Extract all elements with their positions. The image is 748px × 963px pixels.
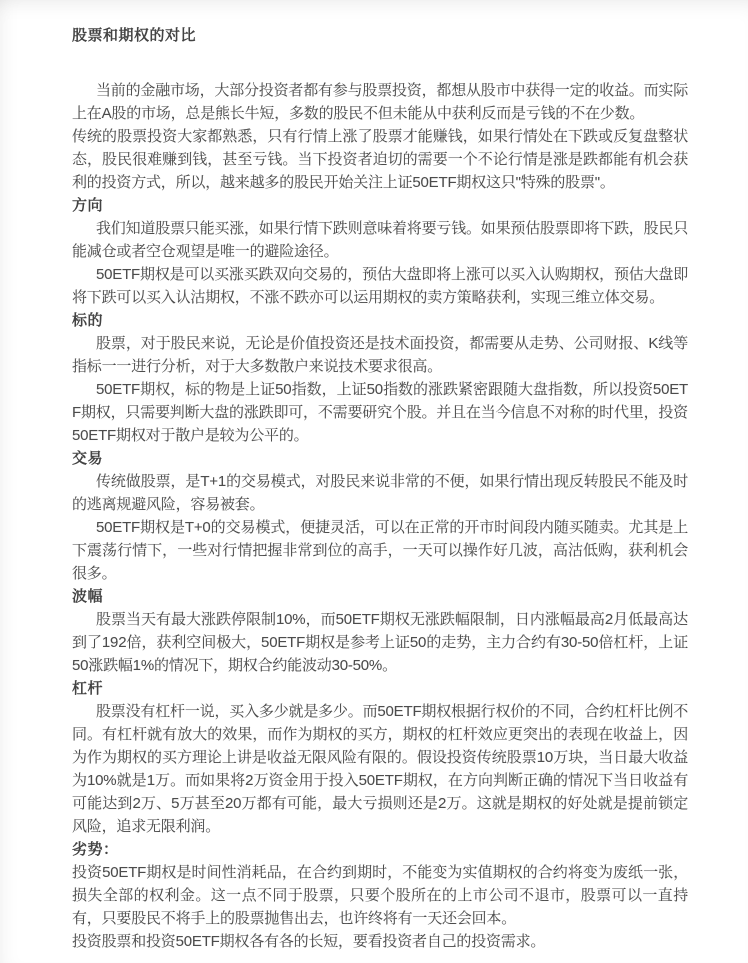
section-heading-direction: 方向 xyxy=(72,197,104,214)
paragraph: 股票当天有最大涨跌停限制10%，而50ETF期权无涨跌幅限制，日内涨幅最高2月低最高达到了192倍，获利空间极大，50ETF期权是参考上证50的走势，主力合约有30-50倍杠杆，上证50涨跌幅1%的情况下，期权合约能波动30-50%。 xyxy=(72,611,688,674)
paragraph: 股票，对于股民来说，无论是价值投资还是技术面投资，都需要从走势、公司财报、K线等指标一一进行分析，对于大多数散户来说技术要求很高。 xyxy=(72,335,688,375)
paragraph: 50ETF期权，标的物是上证50指数，上证50指数的涨跌紧密跟随大盘指数，所以投资50ETF期权，只需要判断大盘的涨跌即可，不需要研究个股。并且在当今信息不对称的时代里，投资50ETF期权对于散户是较为公平的。 xyxy=(72,381,688,444)
section-heading-volatility: 波幅 xyxy=(72,588,104,605)
article-title: 股票和期权的对比 xyxy=(72,27,197,44)
paragraph: 股票没有杠杆一说，买入多少就是多少。而50ETF期权根据行权价的不同，合约杠杆比例不同。有杠杆就有放大的效果，而作为期权的买方，期权的杠杆效应更突出的表现在收益上，因为作为期权的买方理论上讲是收益无限风险有限的。假设投资传统股票10万块，当日最大收益为10%就是1万。而如果将2万资金用于投入50ETF期权，在方向判断正确的情况下当日收益有可能达到2万、5万甚至20万都有可能，最大亏损则还是2万。这就是期权的好处就是提前锁定风险，追求无限利润。 xyxy=(72,703,688,835)
section-heading-leverage: 杠杆 xyxy=(72,680,104,697)
section-heading-drawbacks: 劣势： xyxy=(72,841,119,858)
paragraph: 投资50ETF期权是时间性消耗品，在合约到期时，不能变为实值期权的合约将变为废纸一张，损失全部的权利金。这一点不同于股票，只要个股所在的上市公司不退市，股票可以一直持有，只要股民不将手上的股票抛售出去，也许终将有一天还会回本。 xyxy=(72,864,688,927)
section-underlying xyxy=(72,309,688,447)
paragraph: 投资股票和投资50ETF期权各有各的长短，要看投资者自己的投资需求。 xyxy=(72,933,546,950)
section-volatility xyxy=(72,585,688,677)
paragraph: 50ETF期权是可以买涨买跌双向交易的，预估大盘即将上涨可以买入认购期权，预估大盘即将下跌可以买入认沽期权，不涨不跌亦可以运用期权的卖方策略获利，实现三维立体交易。 xyxy=(72,266,688,306)
paragraph: 我们知道股票只能买涨，如果行情下跌则意味着将要亏钱。如果预估股票即将下跌，股民只能减仓或者空仓观望是唯一的避险途径。 xyxy=(72,220,689,260)
paragraph: 传统的股票投资大家都熟悉，只有行情上涨了股票才能赚钱，如果行情处在下跌或反复盘整状态，股民很难赚到钱，甚至亏钱。当下投资者迫切的需要一个不论行情是涨是跌都能有机会获利的投资方式，所以，越来越多的股民开始关注上证50ETF期权这只"特殊的股票"。 xyxy=(72,128,688,191)
section-direction xyxy=(72,194,688,309)
section-heading-trading: 交易 xyxy=(72,450,104,467)
section-intro xyxy=(72,79,688,194)
paragraph: 50ETF期权是T+0的交易模式，便捷灵活，可以在正常的开市时间段内随买随卖。尤其是上下震荡行情下，一些对行情把握非常到位的高手，一天可以操作好几波，高沽低购，获利机会很多。 xyxy=(72,519,688,582)
paragraph: 传统做股票，是T+1的交易模式，对股民来说非常的不便，如果行情出现反转股民不能及时的逃离规避风险，容易被套。 xyxy=(72,473,688,513)
paragraph: 当前的金融市场，大部分投资者都有参与股票投资，都想从股市中获得一定的收益。而实际上在A股的市场，总是熊长牛短，多数的股民不但未能从中获利反而是亏钱的不在少数。 xyxy=(72,82,689,122)
section-leverage xyxy=(72,677,688,838)
section-trading xyxy=(72,447,688,585)
section-heading-underlying: 标的 xyxy=(72,312,104,329)
section-drawbacks xyxy=(72,838,688,953)
